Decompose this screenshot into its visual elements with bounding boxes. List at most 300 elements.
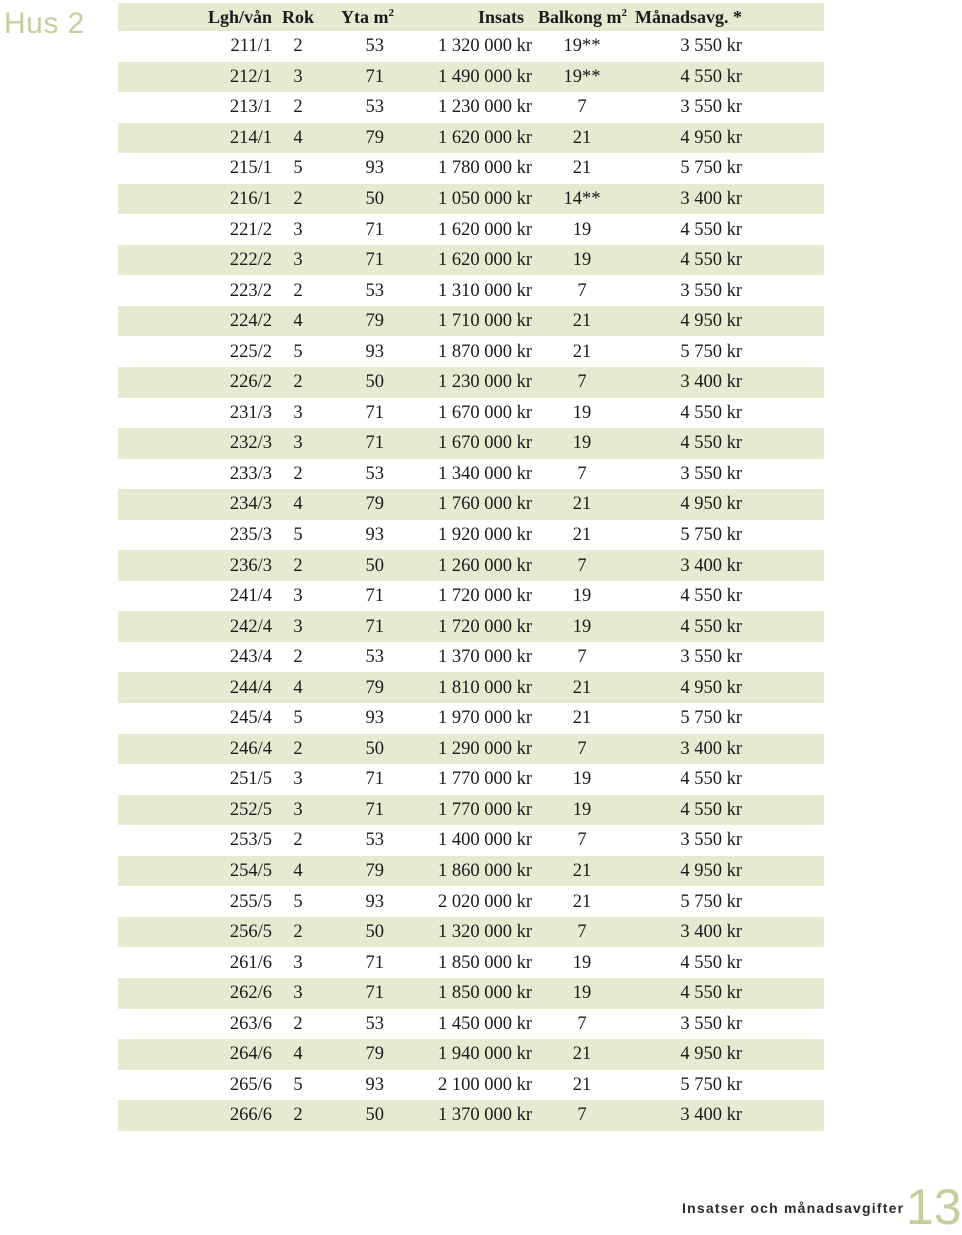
cell-manadsavg: 4 550 kr bbox=[680, 402, 742, 423]
cell-pad bbox=[742, 306, 824, 337]
table-body bbox=[118, 31, 824, 1131]
cell-insats: 1 620 000 kr bbox=[437, 250, 532, 271]
cell-rok: 3 bbox=[293, 250, 303, 271]
cell-rok: 4 bbox=[293, 311, 303, 332]
cell-manadsavg: 3 550 kr bbox=[680, 463, 742, 484]
cell-balkong: 14** bbox=[563, 189, 601, 209]
header-pad bbox=[742, 3, 824, 31]
cell-yta: 53 bbox=[365, 36, 384, 57]
cell-yta: 79 bbox=[365, 1044, 384, 1065]
cell-rok: 4 bbox=[293, 127, 303, 148]
cell-yta: 79 bbox=[365, 494, 384, 515]
cell-pad bbox=[742, 978, 824, 1009]
cell-manadsavg: 5 750 kr bbox=[680, 525, 742, 546]
cell-balkong: 21 bbox=[572, 494, 592, 515]
cell-lgh: 245/4 bbox=[229, 708, 272, 729]
cell-balkong: 19 bbox=[572, 952, 592, 973]
cell-lgh: 235/3 bbox=[229, 525, 272, 546]
cell-lgh: 222/2 bbox=[229, 250, 272, 271]
cell-manadsavg: 4 950 kr bbox=[680, 1044, 742, 1065]
cell-pad bbox=[742, 428, 824, 459]
table-header-row bbox=[118, 3, 824, 31]
cell-lgh: 224/2 bbox=[229, 311, 272, 332]
cell-yta: 53 bbox=[365, 280, 384, 301]
header-yta bbox=[318, 3, 398, 31]
table-row bbox=[118, 1070, 824, 1101]
header-balkong-label: Balkong m bbox=[538, 7, 622, 27]
cell-insats: 1 620 000 kr bbox=[437, 127, 532, 148]
cell-rok: 2 bbox=[293, 189, 303, 209]
cell-balkong: 19 bbox=[572, 799, 592, 820]
cell-manadsavg: 3 550 kr bbox=[680, 97, 742, 118]
cell-rok: 2 bbox=[293, 647, 303, 668]
cell-manadsavg: 5 750 kr bbox=[680, 341, 742, 362]
header-balkong bbox=[538, 3, 626, 31]
cell-yta: 53 bbox=[365, 830, 384, 851]
cell-pad bbox=[742, 62, 824, 93]
cell-manadsavg: 4 950 kr bbox=[680, 861, 742, 882]
cell-yta: 71 bbox=[365, 402, 384, 423]
cell-balkong: 19 bbox=[572, 983, 592, 1004]
cell-yta: 50 bbox=[365, 1105, 384, 1126]
cell-lgh: 246/4 bbox=[229, 738, 272, 759]
cell-yta: 79 bbox=[365, 127, 384, 148]
cell-rok: 3 bbox=[293, 799, 303, 820]
cell-lgh: 252/5 bbox=[229, 799, 272, 820]
cell-manadsavg: 3 400 kr bbox=[680, 922, 742, 943]
cell-lgh: 264/6 bbox=[229, 1044, 272, 1065]
table-row bbox=[118, 520, 824, 551]
cell-manadsavg: 4 950 kr bbox=[680, 311, 742, 332]
cell-insats: 1 320 000 kr bbox=[437, 36, 532, 57]
cell-manadsavg: 3 400 kr bbox=[680, 189, 742, 209]
cell-yta: 93 bbox=[365, 708, 384, 729]
cell-lgh: 266/6 bbox=[229, 1105, 272, 1126]
cell-manadsavg: 4 950 kr bbox=[680, 677, 742, 698]
cell-manadsavg: 4 950 kr bbox=[680, 127, 742, 148]
cell-pad bbox=[742, 672, 824, 703]
cell-lgh: 214/1 bbox=[229, 127, 272, 148]
table-row bbox=[118, 153, 824, 184]
cell-insats: 1 770 000 kr bbox=[437, 799, 532, 820]
cell-balkong: 19 bbox=[572, 433, 592, 454]
cell-balkong: 21 bbox=[572, 1074, 592, 1095]
cell-lgh: 213/1 bbox=[229, 97, 272, 118]
cell-lgh: 225/2 bbox=[229, 341, 272, 362]
header-lgh: Lgh/vån bbox=[207, 7, 272, 27]
cell-manadsavg: 5 750 kr bbox=[680, 158, 742, 179]
cell-pad bbox=[742, 398, 824, 429]
cell-insats: 2 020 000 kr bbox=[437, 891, 532, 912]
cell-lgh: 241/4 bbox=[229, 586, 272, 607]
table-row bbox=[118, 214, 824, 245]
cell-pad bbox=[742, 92, 824, 123]
cell-lgh: 234/3 bbox=[229, 494, 272, 515]
cell-manadsavg: 4 550 kr bbox=[680, 769, 742, 790]
table-row bbox=[118, 31, 824, 62]
cell-manadsavg: 3 400 kr bbox=[680, 1105, 742, 1126]
cell-insats: 1 720 000 kr bbox=[437, 616, 532, 637]
cell-yta: 53 bbox=[365, 97, 384, 118]
table-row bbox=[118, 886, 824, 917]
cell-yta: 50 bbox=[365, 555, 384, 576]
table-row bbox=[118, 336, 824, 367]
table-row bbox=[118, 795, 824, 826]
cell-yta: 71 bbox=[365, 219, 384, 240]
table-row bbox=[118, 275, 824, 306]
header-yta-sup: 2 bbox=[388, 7, 394, 19]
header-manadsavg: Månadsavg. * bbox=[634, 7, 742, 27]
cell-balkong: 21 bbox=[572, 861, 592, 882]
cell-rok: 3 bbox=[293, 219, 303, 240]
cell-rok: 2 bbox=[293, 372, 303, 393]
cell-pad bbox=[742, 367, 824, 398]
cell-insats: 1 710 000 kr bbox=[437, 311, 532, 332]
cell-insats: 1 230 000 kr bbox=[437, 97, 532, 118]
cell-balkong: 21 bbox=[572, 677, 592, 698]
table-row bbox=[118, 703, 824, 734]
cell-insats: 1 620 000 kr bbox=[437, 219, 532, 240]
cell-manadsavg: 5 750 kr bbox=[680, 891, 742, 912]
cell-insats: 1 670 000 kr bbox=[437, 402, 532, 423]
cell-rok: 2 bbox=[293, 36, 303, 57]
cell-balkong: 7 bbox=[577, 922, 587, 943]
cell-insats: 1 940 000 kr bbox=[437, 1044, 532, 1065]
table-row bbox=[118, 184, 824, 215]
cell-rok: 2 bbox=[293, 1105, 303, 1126]
table-row bbox=[118, 306, 824, 337]
table-row bbox=[118, 459, 824, 490]
cell-manadsavg: 3 550 kr bbox=[680, 280, 742, 301]
cell-insats: 1 400 000 kr bbox=[437, 830, 532, 851]
cell-manadsavg: 5 750 kr bbox=[680, 708, 742, 729]
cell-balkong: 19 bbox=[572, 769, 592, 790]
cell-insats: 1 770 000 kr bbox=[437, 769, 532, 790]
cell-lgh: 251/5 bbox=[229, 769, 272, 790]
cell-rok: 3 bbox=[293, 402, 303, 423]
cell-yta: 53 bbox=[365, 463, 384, 484]
cell-balkong: 7 bbox=[577, 280, 587, 301]
cell-rok: 3 bbox=[293, 769, 303, 790]
cell-pad bbox=[742, 886, 824, 917]
cell-lgh: 236/3 bbox=[229, 555, 272, 576]
cell-manadsavg: 3 400 kr bbox=[680, 372, 742, 393]
cell-yta: 93 bbox=[365, 1074, 384, 1095]
table-row bbox=[118, 611, 824, 642]
cell-lgh: 242/4 bbox=[229, 616, 272, 637]
cell-insats: 1 860 000 kr bbox=[437, 861, 532, 882]
cell-lgh: 261/6 bbox=[229, 952, 272, 973]
cell-lgh: 254/5 bbox=[229, 861, 272, 882]
cell-balkong: 7 bbox=[577, 555, 587, 576]
cell-yta: 71 bbox=[365, 799, 384, 820]
cell-lgh: 231/3 bbox=[229, 402, 272, 423]
header-yta-label: Yta m bbox=[341, 7, 389, 27]
cell-balkong: 7 bbox=[577, 97, 587, 118]
cell-manadsavg: 4 550 kr bbox=[680, 952, 742, 973]
cell-pad bbox=[742, 550, 824, 581]
table-row bbox=[118, 123, 824, 154]
cell-balkong: 21 bbox=[572, 1044, 592, 1065]
cell-rok: 3 bbox=[293, 66, 303, 87]
cell-manadsavg: 4 550 kr bbox=[680, 799, 742, 820]
cell-rok: 2 bbox=[293, 830, 303, 851]
cell-manadsavg: 4 550 kr bbox=[680, 250, 742, 271]
cell-manadsavg: 3 400 kr bbox=[680, 738, 742, 759]
cell-yta: 71 bbox=[365, 952, 384, 973]
cell-insats: 1 720 000 kr bbox=[437, 586, 532, 607]
cell-yta: 93 bbox=[365, 158, 384, 179]
cell-pad bbox=[742, 336, 824, 367]
cell-pad bbox=[742, 153, 824, 184]
cell-pad bbox=[742, 1070, 824, 1101]
table-row bbox=[118, 398, 824, 429]
cell-rok: 2 bbox=[293, 97, 303, 118]
cell-pad bbox=[742, 1100, 824, 1131]
cell-balkong: 19** bbox=[563, 36, 601, 57]
cell-insats: 1 760 000 kr bbox=[437, 494, 532, 515]
cell-pad bbox=[742, 245, 824, 276]
cell-insats: 1 870 000 kr bbox=[437, 341, 532, 362]
cell-rok: 4 bbox=[293, 494, 303, 515]
cell-pad bbox=[742, 184, 824, 215]
cell-yta: 79 bbox=[365, 677, 384, 698]
table-row bbox=[118, 672, 824, 703]
cell-yta: 93 bbox=[365, 341, 384, 362]
cell-rok: 3 bbox=[293, 433, 303, 454]
cell-rok: 5 bbox=[293, 158, 303, 179]
cell-insats: 1 320 000 kr bbox=[437, 922, 532, 943]
apartment-table bbox=[118, 3, 824, 1131]
cell-rok: 2 bbox=[293, 280, 303, 301]
cell-balkong: 7 bbox=[577, 830, 587, 851]
cell-rok: 3 bbox=[293, 586, 303, 607]
cell-balkong: 21 bbox=[572, 341, 592, 362]
table-row bbox=[118, 947, 824, 978]
cell-pad bbox=[742, 795, 824, 826]
cell-lgh: 263/6 bbox=[229, 1013, 272, 1034]
cell-yta: 71 bbox=[365, 250, 384, 271]
table-row bbox=[118, 428, 824, 459]
cell-balkong: 7 bbox=[577, 1105, 587, 1126]
cell-pad bbox=[742, 489, 824, 520]
cell-rok: 4 bbox=[293, 1044, 303, 1065]
cell-pad bbox=[742, 642, 824, 673]
cell-insats: 1 050 000 kr bbox=[437, 189, 532, 209]
table-row bbox=[118, 245, 824, 276]
cell-yta: 79 bbox=[365, 861, 384, 882]
cell-yta: 93 bbox=[365, 891, 384, 912]
cell-lgh: 262/6 bbox=[229, 983, 272, 1004]
cell-insats: 1 260 000 kr bbox=[437, 555, 532, 576]
cell-insats: 1 340 000 kr bbox=[437, 463, 532, 484]
cell-pad bbox=[742, 764, 824, 795]
cell-balkong: 21 bbox=[572, 127, 592, 148]
cell-yta: 53 bbox=[365, 647, 384, 668]
cell-rok: 3 bbox=[293, 983, 303, 1004]
header-insats: Insats bbox=[477, 7, 524, 27]
cell-manadsavg: 3 550 kr bbox=[680, 36, 742, 57]
table-row bbox=[118, 581, 824, 612]
cell-lgh: 215/1 bbox=[229, 158, 272, 179]
cell-manadsavg: 5 750 kr bbox=[680, 1074, 742, 1095]
cell-balkong: 7 bbox=[577, 372, 587, 393]
table-row bbox=[118, 550, 824, 581]
cell-rok: 2 bbox=[293, 1013, 303, 1034]
table-row bbox=[118, 917, 824, 948]
cell-insats: 1 450 000 kr bbox=[437, 1013, 532, 1034]
cell-pad bbox=[742, 31, 824, 62]
cell-pad bbox=[742, 581, 824, 612]
cell-insats: 2 100 000 kr bbox=[437, 1074, 532, 1095]
cell-balkong: 19 bbox=[572, 586, 592, 607]
cell-pad bbox=[742, 856, 824, 887]
cell-balkong: 7 bbox=[577, 1013, 587, 1034]
cell-rok: 5 bbox=[293, 525, 303, 546]
cell-manadsavg: 4 550 kr bbox=[680, 219, 742, 240]
cell-manadsavg: 4 550 kr bbox=[680, 983, 742, 1004]
cell-lgh: 232/3 bbox=[229, 433, 272, 454]
cell-rok: 5 bbox=[293, 708, 303, 729]
table-row bbox=[118, 1009, 824, 1040]
cell-pad bbox=[742, 214, 824, 245]
cell-rok: 4 bbox=[293, 677, 303, 698]
cell-insats: 1 370 000 kr bbox=[437, 1105, 532, 1126]
cell-balkong: 7 bbox=[577, 647, 587, 668]
cell-rok: 4 bbox=[293, 861, 303, 882]
cell-pad bbox=[742, 520, 824, 551]
cell-lgh: 212/1 bbox=[229, 66, 272, 87]
cell-insats: 1 850 000 kr bbox=[437, 983, 532, 1004]
table-row bbox=[118, 642, 824, 673]
table-row bbox=[118, 62, 824, 93]
cell-rok: 3 bbox=[293, 616, 303, 637]
cell-yta: 50 bbox=[365, 189, 384, 209]
cell-lgh: 255/5 bbox=[229, 891, 272, 912]
cell-yta: 50 bbox=[365, 372, 384, 393]
cell-manadsavg: 4 550 kr bbox=[680, 433, 742, 454]
cell-manadsavg: 4 550 kr bbox=[680, 586, 742, 607]
table-row bbox=[118, 978, 824, 1009]
cell-manadsavg: 3 550 kr bbox=[680, 830, 742, 851]
cell-rok: 5 bbox=[293, 341, 303, 362]
cell-balkong: 7 bbox=[577, 463, 587, 484]
cell-rok: 2 bbox=[293, 922, 303, 943]
cell-manadsavg: 4 550 kr bbox=[680, 66, 742, 87]
cell-lgh: 221/2 bbox=[229, 219, 272, 240]
cell-insats: 1 780 000 kr bbox=[437, 158, 532, 179]
cell-insats: 1 370 000 kr bbox=[437, 647, 532, 668]
cell-pad bbox=[742, 459, 824, 490]
cell-yta: 71 bbox=[365, 983, 384, 1004]
cell-pad bbox=[742, 947, 824, 978]
cell-balkong: 7 bbox=[577, 738, 587, 759]
table-row bbox=[118, 489, 824, 520]
house-title: Hus 2 bbox=[4, 7, 85, 40]
cell-lgh: 256/5 bbox=[229, 922, 272, 943]
cell-manadsavg: 3 400 kr bbox=[680, 555, 742, 576]
cell-manadsavg: 3 550 kr bbox=[680, 647, 742, 668]
cell-yta: 71 bbox=[365, 616, 384, 637]
footer-section-label: Insatser och månadsavgifter bbox=[682, 1200, 905, 1216]
cell-lgh: 244/4 bbox=[229, 677, 272, 698]
table-row bbox=[118, 734, 824, 765]
table-row bbox=[118, 825, 824, 856]
cell-insats: 1 850 000 kr bbox=[437, 952, 532, 973]
cell-rok: 3 bbox=[293, 952, 303, 973]
cell-lgh: 216/1 bbox=[229, 189, 272, 209]
cell-rok: 2 bbox=[293, 555, 303, 576]
cell-yta: 93 bbox=[365, 525, 384, 546]
table-row bbox=[118, 856, 824, 887]
cell-rok: 5 bbox=[293, 891, 303, 912]
cell-pad bbox=[742, 275, 824, 306]
cell-lgh: 226/2 bbox=[229, 372, 272, 393]
cell-yta: 50 bbox=[365, 922, 384, 943]
cell-pad bbox=[742, 611, 824, 642]
cell-pad bbox=[742, 734, 824, 765]
cell-balkong: 19 bbox=[572, 616, 592, 637]
cell-lgh: 233/3 bbox=[229, 463, 272, 484]
cell-insats: 1 810 000 kr bbox=[437, 677, 532, 698]
header-rok: Rok bbox=[281, 7, 314, 27]
cell-balkong: 21 bbox=[572, 158, 592, 179]
header-balkong-sup: 2 bbox=[621, 7, 628, 19]
cell-insats: 1 670 000 kr bbox=[437, 433, 532, 454]
cell-balkong: 19 bbox=[572, 219, 592, 240]
cell-lgh: 223/2 bbox=[229, 280, 272, 301]
cell-pad bbox=[742, 1009, 824, 1040]
apartment-table-container bbox=[118, 3, 824, 1131]
cell-balkong: 19 bbox=[572, 402, 592, 423]
cell-balkong: 21 bbox=[572, 525, 592, 546]
cell-insats: 1 290 000 kr bbox=[437, 738, 532, 759]
cell-yta: 71 bbox=[365, 433, 384, 454]
cell-pad bbox=[742, 123, 824, 154]
cell-insats: 1 490 000 kr bbox=[437, 66, 532, 87]
cell-manadsavg: 4 950 kr bbox=[680, 494, 742, 515]
cell-manadsavg: 4 550 kr bbox=[680, 616, 742, 637]
cell-pad bbox=[742, 1039, 824, 1070]
cell-lgh: 243/4 bbox=[229, 647, 272, 668]
cell-insats: 1 230 000 kr bbox=[437, 372, 532, 393]
cell-yta: 53 bbox=[365, 1013, 384, 1034]
cell-pad bbox=[742, 825, 824, 856]
cell-lgh: 253/5 bbox=[229, 830, 272, 851]
cell-rok: 2 bbox=[293, 738, 303, 759]
cell-pad bbox=[742, 703, 824, 734]
cell-yta: 79 bbox=[365, 311, 384, 332]
cell-yta: 71 bbox=[365, 66, 384, 87]
table-row bbox=[118, 367, 824, 398]
table-row bbox=[118, 1039, 824, 1070]
cell-balkong: 21 bbox=[572, 891, 592, 912]
cell-rok: 2 bbox=[293, 463, 303, 484]
cell-balkong: 21 bbox=[572, 311, 592, 332]
cell-balkong: 19 bbox=[572, 250, 592, 271]
cell-rok: 5 bbox=[293, 1074, 303, 1095]
table-row bbox=[118, 764, 824, 795]
cell-insats: 1 970 000 kr bbox=[437, 708, 532, 729]
cell-yta: 71 bbox=[365, 769, 384, 790]
table-row bbox=[118, 92, 824, 123]
cell-lgh: 211/1 bbox=[230, 36, 272, 57]
cell-pad bbox=[742, 917, 824, 948]
cell-yta: 71 bbox=[365, 586, 384, 607]
cell-lgh: 265/6 bbox=[229, 1074, 272, 1095]
table-row bbox=[118, 1100, 824, 1131]
page-number: 13 bbox=[906, 1179, 962, 1235]
